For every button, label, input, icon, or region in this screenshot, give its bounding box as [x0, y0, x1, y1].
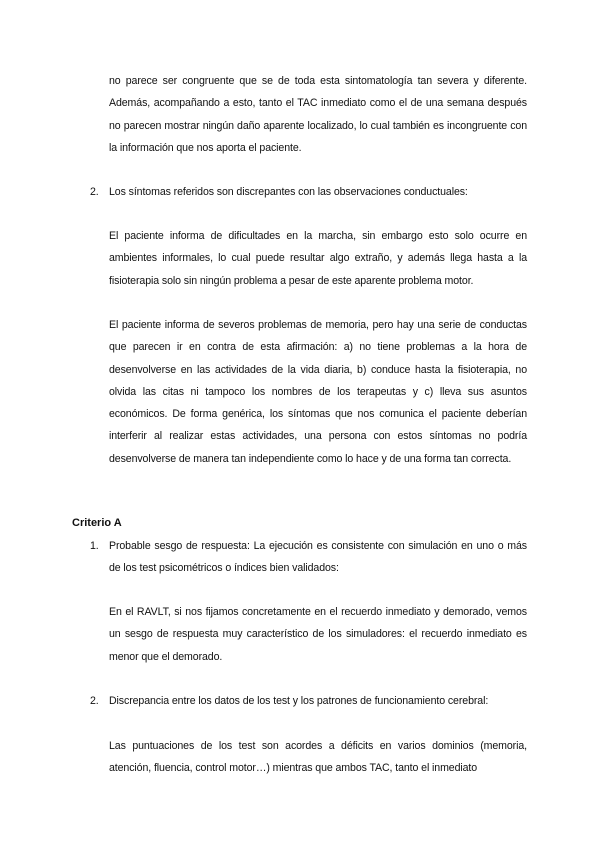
list-number: 2.	[90, 695, 99, 707]
list-number: 1.	[90, 540, 99, 552]
list-item-a2	[90, 690, 527, 712]
paragraph-test-scores: Las puntuaciones de los test son acordes a déficits en varios dominios (memoria, atención, fluencia, control motor…) mientras que ambos TAC, tanto el inmediato	[109, 740, 527, 775]
list-text: Discrepancia entre los datos de los test y los patrones de funcionamiento cerebral:	[109, 695, 489, 707]
paragraph-gait: El paciente informa de dificultades en la marcha, sin embargo esto solo ocurre en ambientes informales, lo cual puede resultar algo extraño, y además llega hasta a la fisioterapia solo sin ningún problema a pesar de este aparente problema motor.	[109, 230, 527, 287]
list-text: Los síntomas referidos son discrepantes con las observaciones conductuales:	[109, 186, 468, 198]
paragraph-ravlt: En el RAVLT, si nos fijamos concretamente en el recuerdo inmediato y demorado, vemos un sesgo de respuesta muy característico de los simuladores: el recuerdo inmediato es menor que el demorado.	[109, 606, 527, 663]
section-heading: Criterio A	[72, 517, 122, 529]
list-text: Probable sesgo de respuesta: La ejecución es consistente con simulación en uno o más de los test psicométricos o índices bien validados:	[109, 540, 527, 575]
list-number: 2.	[90, 186, 99, 198]
list-item-2	[90, 181, 527, 203]
paragraph-memory: El paciente informa de severos problemas de memoria, pero hay una serie de conductas que parecen ir en contra de esta afirmación: a) no tiene problemas a la hora de desenvolverse en las actividades de la vida diaria, b) conduce hasta la fisioterapia, no olvida las citas ni tampoco los nombres de los terapeutas y c) lleva sus asuntos económicos. De forma genérica, los síntomas que nos comunica el paciente deberían interferir al realizar estas actividades, una persona con estos síntomas no podría desenvolverse de manera tan independiente como lo hace y de una forma tan correcta.	[109, 319, 527, 465]
list-item-a1	[90, 535, 527, 580]
paragraph-tac-incongruence: no parece ser congruente que se de toda esta sintomatología tan severa y diferente. Además, acompañando a esto, tanto el TAC inmediato como el de una semana después no parecen mostrar ningún daño aparente localizado, lo cual también es incongruente con la información que nos aporta el paciente.	[109, 75, 527, 154]
